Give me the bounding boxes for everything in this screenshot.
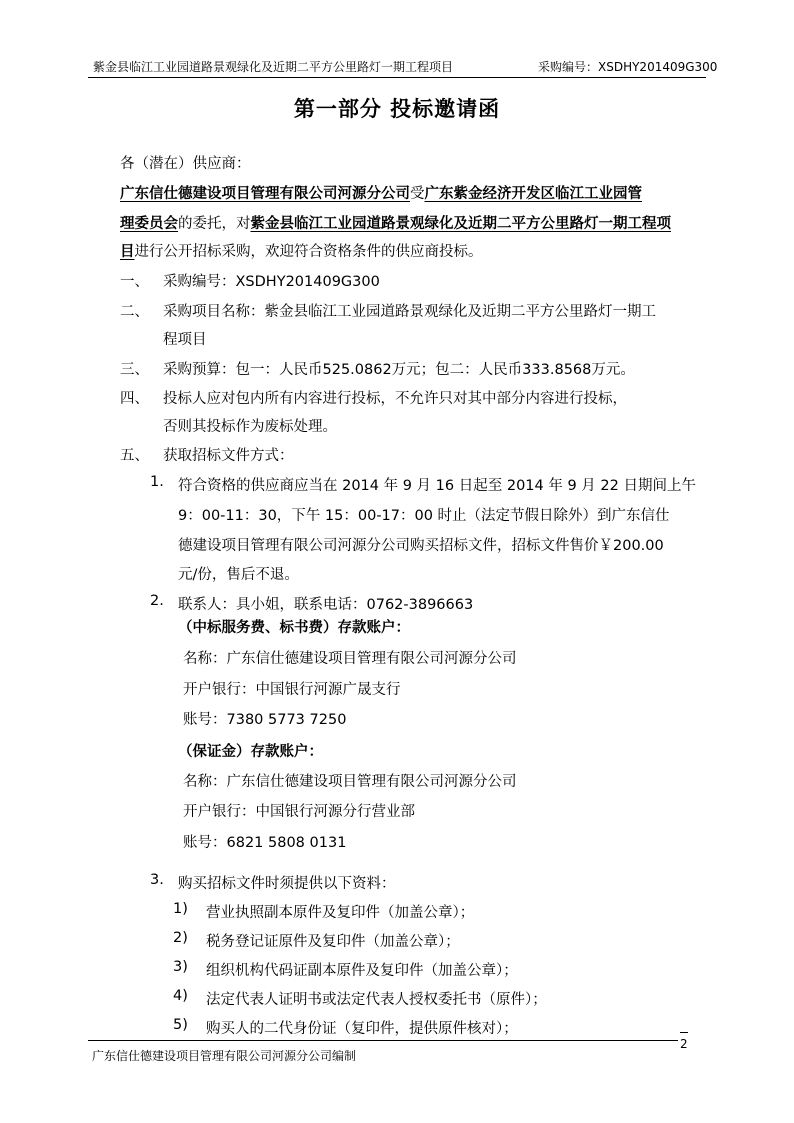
intro-entrust: 的委托，对 (178, 216, 251, 232)
page-number: 2 (680, 1037, 688, 1051)
page-number-bar (680, 1032, 688, 1033)
req-1-number: 1) (173, 901, 188, 917)
account-1-bank: 开户银行：中国银行河源广晟支行 (183, 682, 401, 698)
item-2-text: 采购项目名称：紫金县临江工业园道路景观绿化及近期二平方公里路灯一期工 (163, 304, 656, 320)
req-4-number: 4) (173, 988, 188, 1004)
account-2-name: 名称：广东信仕德建设项目管理有限公司河源分公司 (183, 774, 517, 790)
agent-name: 广东信仕德建设项目管理有限公司河源分公司 (120, 186, 410, 202)
req-4-text: 法定代表人证明书或法定代表人授权委托书（原件）； (206, 992, 547, 1008)
item-3-number: 三、 (120, 362, 149, 378)
account-1-title: （中标服务费、标书费）存款账户： (178, 620, 410, 636)
sub-3-number: 3. (150, 872, 164, 888)
intro-line-1 (120, 182, 642, 203)
contact-info: 联系人：具小姐，联系电话：0762-3896663 (178, 597, 474, 613)
intro-rest: 进行公开招标采购，欢迎符合资格条件的供应商投标。 (134, 244, 483, 260)
req-1-text: 营业执照副本原件及复印件（加盖公章）； (206, 905, 475, 921)
account-2-number: 账号：6821 5808 0131 (183, 835, 347, 851)
req-3-number: 3) (173, 959, 188, 975)
account-2-title: （保证金）存款账户： (178, 744, 323, 760)
salutation: 各（潜在）供应商： (120, 156, 251, 172)
project-name-cont: 目 (120, 244, 135, 260)
header-procurement-code: 采购编号：XSDHY201409G300 (538, 60, 718, 74)
sub-1-number: 1. (150, 474, 164, 490)
req-2-text: 税务登记证原件及复印件（加盖公章）； (206, 934, 460, 950)
item-5-number: 五、 (120, 448, 149, 464)
item-5-text: 获取招标文件方式： (163, 448, 294, 464)
account-1-number: 账号：7380 5773 7250 (183, 712, 347, 728)
client-name: 广东紫金经济开发区临江工业园管 (424, 186, 642, 202)
sub-3-text: 购买招标文件时须提供以下资料： (178, 876, 396, 892)
sub-1-text-c: 德建设项目管理有限公司河源分公司购买招标文件，招标文件售价￥200.00 (178, 538, 664, 554)
item-1-text: 采购编号：XSDHY201409G300 (163, 274, 380, 290)
intro-line-2 (120, 212, 671, 233)
item-3-text: 采购预算：包一：人民币525.0862万元；包二：人民币333.8568万元。 (163, 362, 635, 378)
item-1-number: 一、 (120, 274, 149, 290)
item-4-text-cont: 否则其投标作为废标处理。 (163, 419, 337, 435)
header-project-name: 紫金县临江工业园道路景观绿化及近期二平方公里路灯一期工程项目 (93, 60, 454, 74)
intro-line-3 (120, 240, 483, 261)
req-3-text: 组织机构代码证副本原件及复印件（加盖公章）； (206, 963, 518, 979)
page-title: 第一部分 投标邀请函 (293, 96, 501, 121)
account-1-name: 名称：广东信仕德建设项目管理有限公司河源分公司 (183, 651, 517, 667)
account-2-bank: 开户银行：中国银行河源分行营业部 (183, 804, 415, 820)
item-2-number: 二、 (120, 304, 149, 320)
project-name: 紫金县临江工业园道路景观绿化及近期二平方公里路灯一期工程项 (250, 216, 671, 232)
item-4-text: 投标人应对包内所有内容进行投标，不允许只对其中部分内容进行投标， (163, 391, 627, 407)
sub-1-text: 符合资格的供应商应当在 2014 年 9 月 16 日起至 2014 年 9 月 22 日期间上午 (178, 478, 696, 494)
sub-2-number: 2. (150, 593, 164, 609)
sub-1-text-b: 9：00-11：30，下午 15：00-17：00 时止（法定节假日除外）到广东信仕 (178, 508, 670, 524)
footer-organization: 广东信仕德建设项目管理有限公司河源分公司编制 (92, 1049, 357, 1063)
req-2-number: 2) (173, 930, 188, 946)
intro-accept: 受 (410, 186, 425, 202)
sub-1-text-d: 元/份，售后不退。 (178, 567, 299, 583)
client-name-cont: 理委员会 (120, 216, 178, 232)
req-5-number: 5) (173, 1017, 188, 1033)
item-2-text-cont: 程项目 (163, 332, 207, 348)
header-rule (88, 77, 706, 78)
footer-rule (88, 1040, 678, 1041)
req-5-text: 购买人的二代身份证（复印件，提供原件核对）； (206, 1021, 518, 1037)
item-4-number: 四、 (120, 391, 149, 407)
